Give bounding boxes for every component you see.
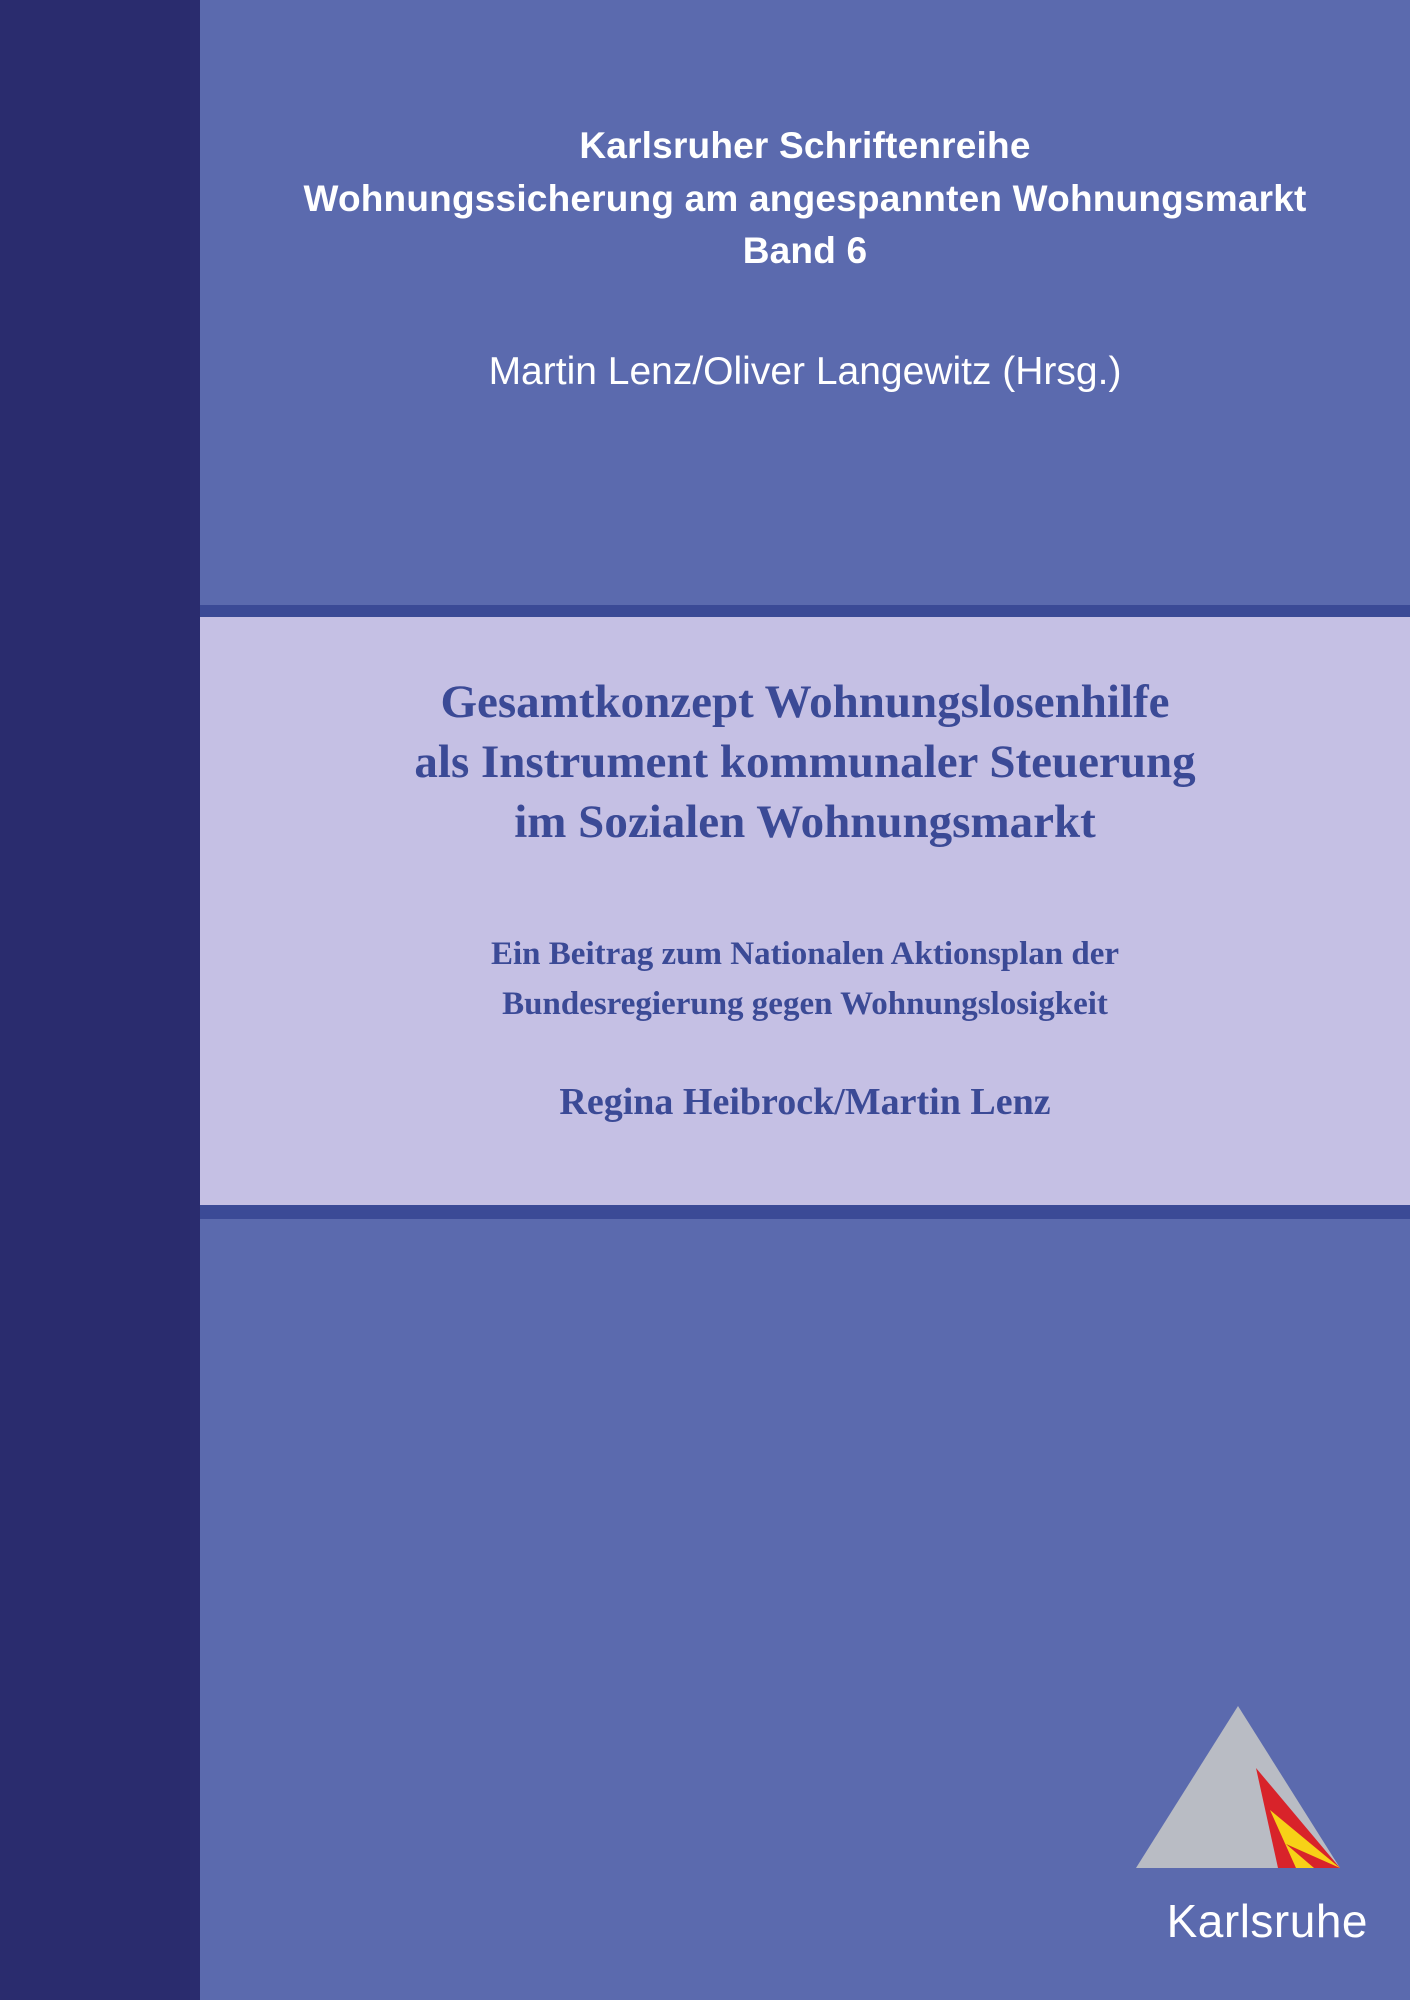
- page-subtitle-line-2: Bundesregierung gegen Wohnungslosigkeit: [502, 985, 1108, 1022]
- page-subtitle: [300, 930, 1310, 1029]
- karlsruhe-pyramid-logo-icon: [1118, 1698, 1368, 1878]
- authors-line: Regina Heibrock/Martin Lenz: [559, 1081, 1051, 1123]
- series-volume: Band 6: [742, 230, 868, 272]
- page-title-line-2: als Instrument kommunaler Steuerung: [414, 736, 1196, 789]
- page-title: [250, 672, 1360, 852]
- series-header-block: [200, 0, 1410, 605]
- series-title-line-2: Wohnungssicherung am angespannten Wohnungsmarkt: [303, 177, 1307, 219]
- series-title: [200, 120, 1410, 278]
- page-title-line-3: im Sozialen Wohnungsmarkt: [514, 796, 1096, 849]
- page-title-line-1: Gesamtkonzept Wohnungslosenhilfe: [440, 676, 1170, 728]
- page-subtitle-line-1: Ein Beitrag zum Nationalen Aktionsplan der: [491, 936, 1119, 972]
- series-title-line-1: Karlsruher Schriftenreihe: [579, 125, 1031, 166]
- divider-bar-bottom: [200, 1205, 1410, 1219]
- publisher-logo: [1118, 1698, 1368, 1948]
- divider-bar-top: [200, 605, 1410, 617]
- editors-line: Martin Lenz/Oliver Langewitz (Hrsg.): [488, 350, 1122, 393]
- publisher-name: Karlsruhe: [1166, 1895, 1368, 1947]
- cover-spine-band: [0, 0, 200, 2000]
